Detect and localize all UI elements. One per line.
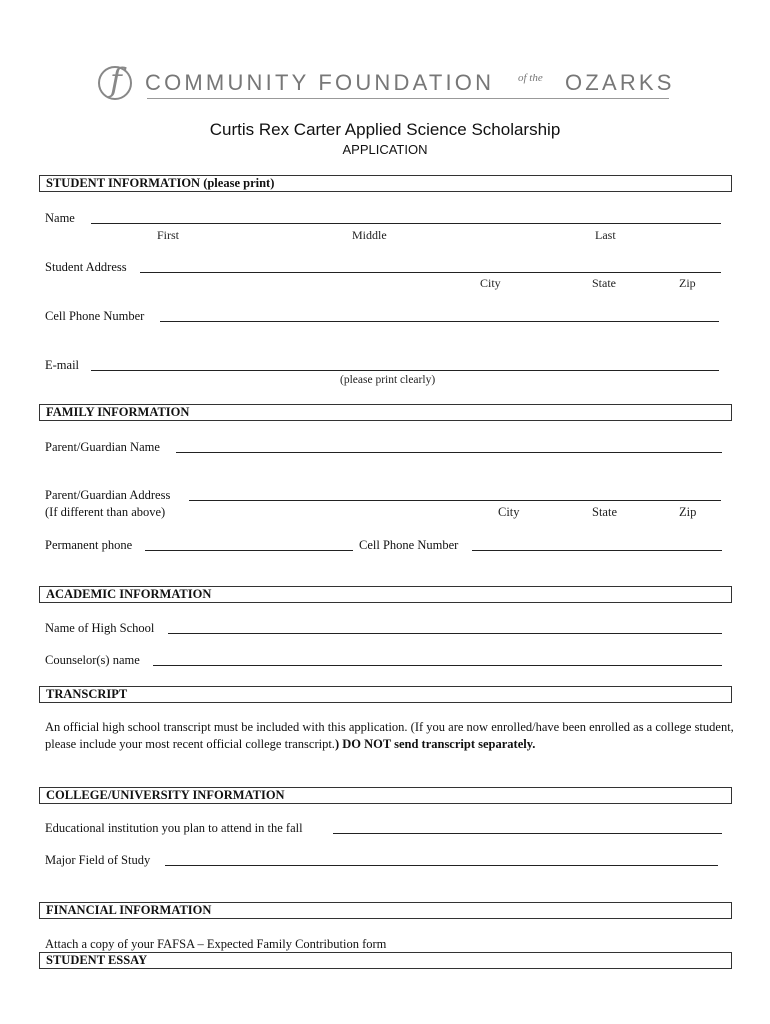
parent-cell-field[interactable] xyxy=(472,550,722,551)
state-caption: State xyxy=(592,276,616,290)
parent-name-field[interactable] xyxy=(176,452,722,453)
logo-name-part1: COMMUNITY FOUNDATION xyxy=(145,70,495,95)
transcript-warning: ) DO NOT send transcript separately. xyxy=(334,737,536,751)
parent-city-caption: City xyxy=(498,505,520,519)
high-school-field[interactable] xyxy=(168,633,722,634)
section-student-essay: STUDENT ESSAY xyxy=(39,952,732,969)
cell-phone-label: Cell Phone Number xyxy=(45,309,145,323)
fafsa-instructions: Attach a copy of your FAFSA – Expected Family Contribution form xyxy=(45,937,387,951)
permanent-phone-label: Permanent phone xyxy=(45,538,133,552)
email-label: E-mail xyxy=(45,358,80,372)
parent-name-label: Parent/Guardian Name xyxy=(45,440,160,454)
logo-f-glyph: f xyxy=(110,61,122,99)
institution-field[interactable] xyxy=(333,833,722,834)
section-student-information: STUDENT INFORMATION (please print) xyxy=(39,175,732,192)
major-label: Major Field of Study xyxy=(45,853,151,867)
parent-zip-caption: Zip xyxy=(679,505,697,519)
counselor-label: Counselor(s) name xyxy=(45,653,140,667)
parent-cell-label: Cell Phone Number xyxy=(359,538,459,552)
zip-caption: Zip xyxy=(679,276,696,290)
counselor-field[interactable] xyxy=(153,665,722,666)
permanent-phone-field[interactable] xyxy=(145,550,353,551)
section-transcript: TRANSCRIPT xyxy=(39,686,732,703)
email-field[interactable] xyxy=(91,370,719,371)
name-field[interactable] xyxy=(91,223,721,224)
institution-label: Educational institution you plan to attend in the fall xyxy=(45,821,303,835)
page-subtitle: APPLICATION xyxy=(342,142,428,157)
if-different-note: (If different than above) xyxy=(45,505,166,519)
section-academic-information: ACADEMIC INFORMATION xyxy=(39,586,732,603)
high-school-label: Name of High School xyxy=(45,621,155,635)
logo-name-part2: OZARKS xyxy=(565,70,675,95)
section-family-information: FAMILY INFORMATION xyxy=(39,404,732,421)
parent-address-label: Parent/Guardian Address xyxy=(45,488,171,502)
city-caption: City xyxy=(480,276,501,290)
major-field[interactable] xyxy=(165,865,718,866)
section-college-information: COLLEGE/UNIVERSITY INFORMATION xyxy=(39,787,732,804)
name-label: Name xyxy=(45,211,75,225)
logo-of-the: of the xyxy=(518,72,543,84)
middle-caption: Middle xyxy=(352,228,387,242)
last-caption: Last xyxy=(595,228,616,242)
first-caption: First xyxy=(157,228,180,242)
parent-state-caption: State xyxy=(592,505,617,519)
student-address-label: Student Address xyxy=(45,260,127,274)
email-note: (please print clearly) xyxy=(340,374,436,386)
section-financial-information: FINANCIAL INFORMATION xyxy=(39,902,732,919)
transcript-instructions xyxy=(45,719,735,753)
cell-phone-field[interactable] xyxy=(160,321,719,322)
logo-underline xyxy=(147,98,669,99)
parent-address-field[interactable] xyxy=(189,500,721,501)
page-title: Curtis Rex Carter Applied Science Scholarship xyxy=(209,120,561,139)
student-address-field[interactable] xyxy=(140,272,721,273)
transcript-text: An official high school transcript must be included with this application. (If you are now enrolled/have been enrolled as a college student, please include your most recent official college transcript. xyxy=(45,720,734,751)
